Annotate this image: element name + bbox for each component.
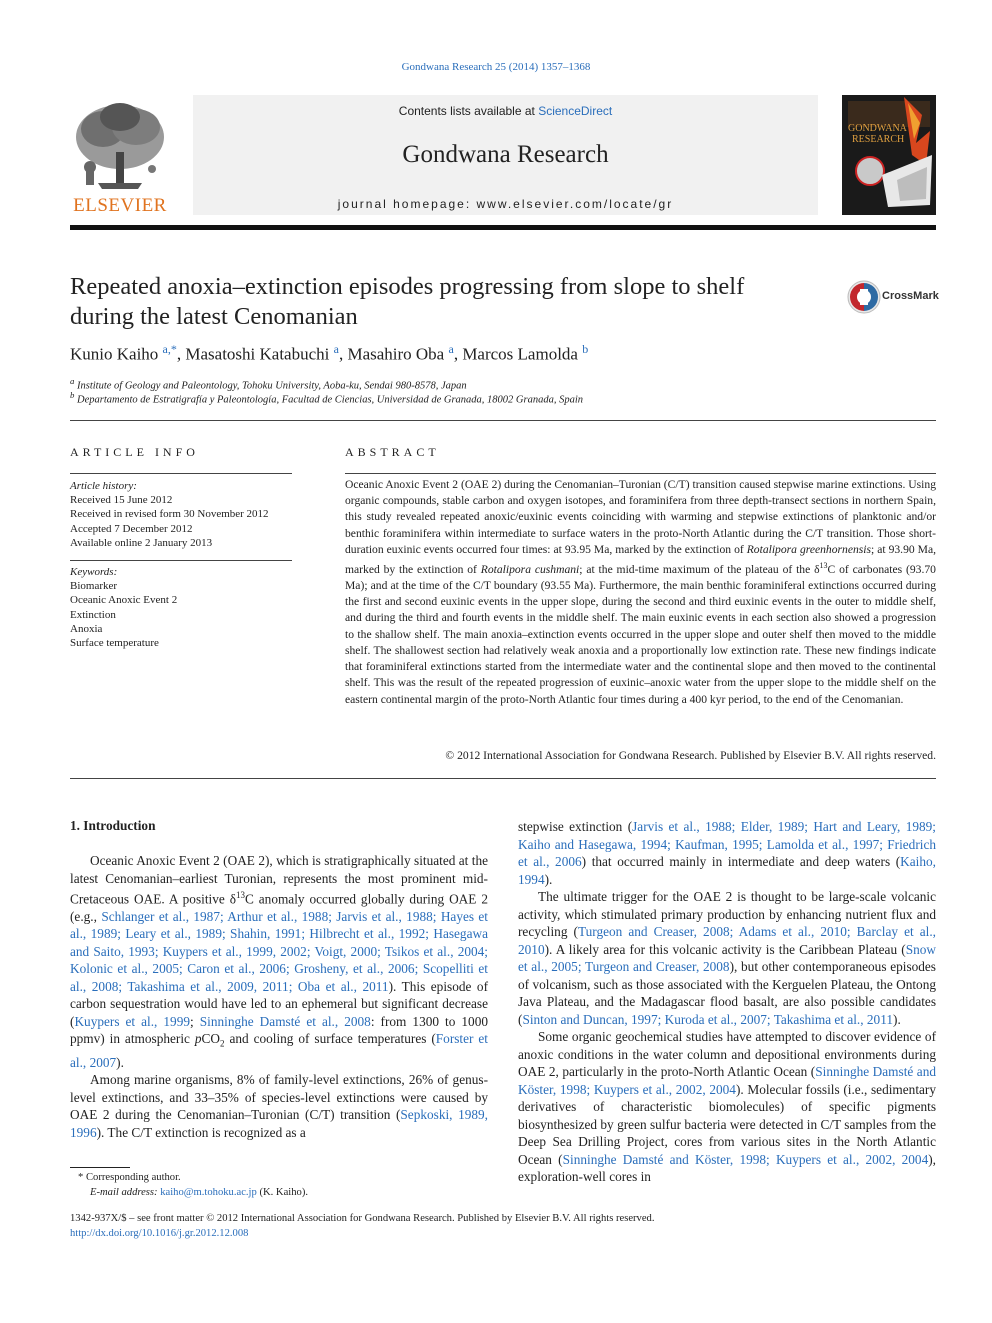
italic-text: p [194,1031,202,1047]
history-accepted: Accepted 7 December 2012 [70,522,193,535]
doi-link[interactable]: http://dx.doi.org/10.1016/j.gr.2012.12.008 [70,1228,249,1239]
author-name[interactable]: Kunio Kaiho [70,344,159,364]
keywords [70,565,300,650]
citation-link[interactable]: Sinninghe Damsté et al., 2008 [199,1013,371,1029]
text-segment: ). Molecular fossils (i.e., sedimentary derivatives of characteristic biomolecules) of specific pigments biosynthesized by green sulfur bacteria were detected in C/T samples from the Deep Sea Drilling Project, cores from various sites in the North Atlantic Ocean ( [518,1081,936,1167]
history-label: Article history: [70,480,137,492]
text-segment: Among marine organisms, 8% of family-level extinctions, 26% of genus-level extinctions, and 33–35% of species-level extinctions were caused by OAE 2 during the Cenomanian–Turonian (C/T) transition ( [70,1072,488,1123]
species-name: Rotalipora cushmani [480,562,580,576]
text-segment: and cooling of surface temperatures ( [224,1031,436,1047]
divider [70,473,292,474]
abstract-copyright: © 2012 International Association for Gondwana Research. Published by Elsevier B.V. All rights reserved. [445,749,936,762]
corresponding-author-note [70,1170,490,1185]
divider [70,560,292,561]
footnote-marker: * [78,1172,84,1183]
text-segment: ). The C/T extinction is recognized as a [96,1124,306,1140]
history-received: Received 15 June 2012 [70,494,173,507]
affiliation-marker: a [70,376,75,386]
isotope-superscript: 13 [819,561,828,571]
author-name[interactable]: Masahiro Oba [347,344,445,364]
article-title-line1: Repeated anoxia–extinction episodes progressing from slope to shelf [70,273,745,300]
article-title [70,272,810,332]
citation-link[interactable]: Turgeon and Creaser, 2008; Adams et al., 2010; Barclay et al., 2010 [518,924,936,957]
body-column-right [518,818,936,1186]
article-info-heading: ARTICLE INFO [70,445,199,459]
text-segment: : from 1300 to 1000 ppmv) in atmospheric [70,1013,488,1047]
keyword-item: Surface temperature [70,637,159,650]
text-segment: The ultimate trigger for the OAE 2 is thought to be large-scale volcanic activity, which stimulated primary production by enhancing nutrient flux and recycling ( [518,889,936,939]
paragraph [518,1028,936,1186]
divider [70,778,936,779]
species-name: Rotalipora greenhornensis [746,542,872,556]
affiliation-text: Institute of Geology and Paleontology, Tohoku University, Aoba-ku, Sendai 980-8578, Japan [77,380,467,392]
journal-homepage-link[interactable]: journal homepage: www.elsevier.com/locate/gr [337,197,674,211]
abstract-text [345,477,936,708]
keyword-item: Oceanic Anoxic Event 2 [70,594,178,607]
text-segment: C anomaly occurred globally during OAE 2 (e.g., [70,891,488,924]
citation-link[interactable]: Sinninghe Damsté and Köster, 1998; Kuypers et al., 2002, 2004 [562,1151,929,1167]
article-history [70,479,300,550]
text-segment: Some organic geochemical studies have attempted to discover evidence of anoxic conditions in the water column and depositional environments during OAE 2, particularly in the proto-North Atlantic Ocean ( [518,1029,936,1079]
footnote-rule [70,1167,130,1168]
divider [345,473,936,474]
elsevier-logo[interactable] [68,97,172,215]
publisher-wordmark: ELSEVIER [73,195,167,216]
text-segment: Oceanic Anoxic Event 2 (OAE 2), which is stratigraphically situated at the latest Cenomanian–earliest Turonian, represents the most prominent mid-Cretaceous OAE. A positive δ [70,853,488,907]
crossmark-button[interactable] [846,279,940,317]
contents-line [193,104,818,118]
author-name[interactable]: Masatoshi Katabuchi [185,344,330,364]
text-segment: ). [544,871,553,887]
email-note [70,1185,490,1200]
author-separator: , [453,344,463,364]
footnotes [70,1170,490,1200]
author-name[interactable]: Marcos Lamolda [462,344,578,364]
header-rule [70,225,936,230]
keywords-label: Keywords: [70,566,118,578]
author-affil-marker[interactable]: a [333,342,339,356]
crossmark-icon [846,279,884,317]
keyword-item: Biomarker [70,580,118,593]
affiliation-b [70,390,583,406]
cover-title-line2: RESEARCH [852,134,905,145]
citation-link[interactable]: Schlanger et al., 1987; Arthur et al., 1988; Jarvis et al., 1988; Hayes et al., 1989; Leary et al., 1989; Shahin, 1991; Hilbrecht et al., 1992; Hasegawa and Saito, 1993; Kuypers et al., 1999, 2002; Voigt, 2000; Tsikos et al., 2004; Kolonic et al., 2005; Caron et al., 2006; Grosheny, et al., 2006; Scopelliti et al., 2008; Takashima et al., 2009, 2011; Oba et al., 2011 [70,908,488,994]
journal-title: Gondwana Research [402,141,609,168]
text-segment: ; [190,1013,200,1029]
superscript: 13 [235,890,245,900]
text-segment: ), exploration-well cores in [518,1151,936,1184]
section-heading-introduction: 1. Introduction [70,818,156,833]
paragraph [70,1071,488,1141]
author-affil-marker[interactable]: a,* [162,342,177,356]
keyword-item: Extinction [70,608,116,621]
footnote-text: Corresponding author. [85,1172,181,1183]
sciencedirect-link[interactable]: ScienceDirect [538,104,613,118]
email-label: E-mail address: [90,1187,158,1198]
author-list [70,342,588,365]
citation-link[interactable]: Snow et al., 2005; Turgeon and Creaser, 2008 [518,941,936,974]
citation-link[interactable]: Kuypers et al., 1999 [74,1013,190,1029]
crossmark-label: CrossMark [882,290,939,302]
journal-reference-link[interactable]: Gondwana Research 25 (2014) 1357–1368 [401,61,591,73]
citation-link[interactable]: Jarvis et al., 1988; Elder, 1989; Hart and Leary, 1989; Kaiho and Hasegawa, 1994; Kaufman, 1995; Lamolda et al., 1997; Friedrich et al., 2006 [518,819,936,869]
citation-link[interactable]: Sinninghe Damsté and Köster, 1998; Kuypers et al., 2002, 2004 [518,1064,936,1097]
text-segment: ). [116,1054,124,1070]
history-revised: Received in revised form 30 November 2012 [70,508,269,521]
contents-prefix: Contents lists available at [398,104,539,118]
author-affil-marker[interactable]: a [448,342,454,356]
text-segment: ). This episode of carbon sequestration would have led to an ephemeral but significant decrease ( [70,978,488,1029]
paragraph [518,818,936,888]
abstract-segment: C of carbonates (93.70 Ma); and at the time of the C/T boundary (93.55 Ma). Furthermore, the main benthic foraminiferal extinctions occurred during the first and second euxinic events in the upper slope, during the second and third euxinic events in the outer to middle shelf, and during the third and fourth events in the middle shelf. The main euxinic events in each section also showed a progression to the shallow shelf. The main anoxia–extinction events occurred in the upper slope and outer shelf then moved to the middle shelf. The shallowest section had relatively weak anoxia and a proportionally low extinction rate. These new findings indicate that foraminiferal extinctions started from the intermediate water and the continental slope and then moved to the continental shelf. This was the result of the repeated progression of euxinic–anoxic water from the upper slope to the middle shelf on the eastern continental margin of the proto-North Atlantic four times during a 400 kyr period, to the end of the Cenomanian. [345,562,936,706]
author-separator: , [338,344,348,364]
text-segment: ). A likely area for this volcanic activity is the Caribbean Plateau ( [544,941,906,957]
citation-link[interactable]: Forster et al., 2007 [70,1031,488,1070]
subscript: 2 [220,1039,225,1050]
abstract-segment: ; at 93.90 Ma, marked by the extinction of [345,542,936,576]
author-separator: , [176,344,186,364]
cover-title-line1: GONDWANA [848,123,907,134]
text-segment: ). [893,1011,901,1027]
text-segment: stepwise extinction ( [518,819,633,834]
abstract-heading: ABSTRACT [345,445,440,459]
author-affil-marker[interactable]: b [582,342,589,356]
text-segment: ) that occurred mainly in intermediate and deep waters ( [581,854,901,869]
citation-link[interactable]: Sinton and Duncan, 1997; Kuroda et al., 2007; Takashima et al., 2011 [522,1011,894,1027]
history-online: Available online 2 January 2013 [70,536,213,549]
issn-line: 1342-937X/$ – see front matter © 2012 International Association for Gondwana Research. Published by Elsevier B.V. All rights reserved. [70,1213,655,1224]
journal-cover-image[interactable] [842,95,936,215]
article-title-line2: during the latest Cenomanian [70,303,358,330]
paragraph [518,888,936,1028]
citation-link[interactable]: Kaiho, 1994 [518,854,936,887]
affiliation-marker: b [70,390,75,400]
email-link[interactable]: kaiho@m.tohoku.ac.jp [160,1187,257,1198]
abstract-segment: Oceanic Anoxic Event 2 (OAE 2) during the Cenomanian–Turonian (C/T) transition caused stepwise marine extinctions. Using organic compounds, stable carbon and oxygen isotopes, and foraminifera from three depth-transect sections in northern Spain, this study revealed repeated anoxic/euxinic events coinciding with warming and stepwise extinctions of planktonic and/or benthic foraminifera within intermediate to surface waters in the proto-North Atlantic during the C/T transition. Those short-duration euxinic events occurred four times: at 93.95 Ma, marked by the extinction of [345,478,936,556]
affiliation-text: Departamento de Estratigrafía y Paleontología, Facultad de Ciencias, Universidad de Granada, 18002 Granada, Spain [77,394,583,406]
keyword-item: Anoxia [70,622,103,635]
abstract-segment: ; at the mid-time maximum of the plateau of the δ [579,562,820,576]
text-segment: ), but other contemporaneous episodes of volcanism, such as those associated with the Kerguelen Plateau, the Ontong Java Plateau, and the Madagascar flood basalt, are also possible candidates ( [518,959,936,1027]
paragraph [70,852,488,1071]
body-column-left [70,852,488,1141]
cover-artwork-icon [842,95,936,215]
divider [70,420,936,421]
text-segment: CO [201,1031,220,1047]
citation-link[interactable]: Sepkoski, 1989, 1996 [70,1107,488,1140]
email-suffix: (K. Kaiho). [259,1187,308,1198]
